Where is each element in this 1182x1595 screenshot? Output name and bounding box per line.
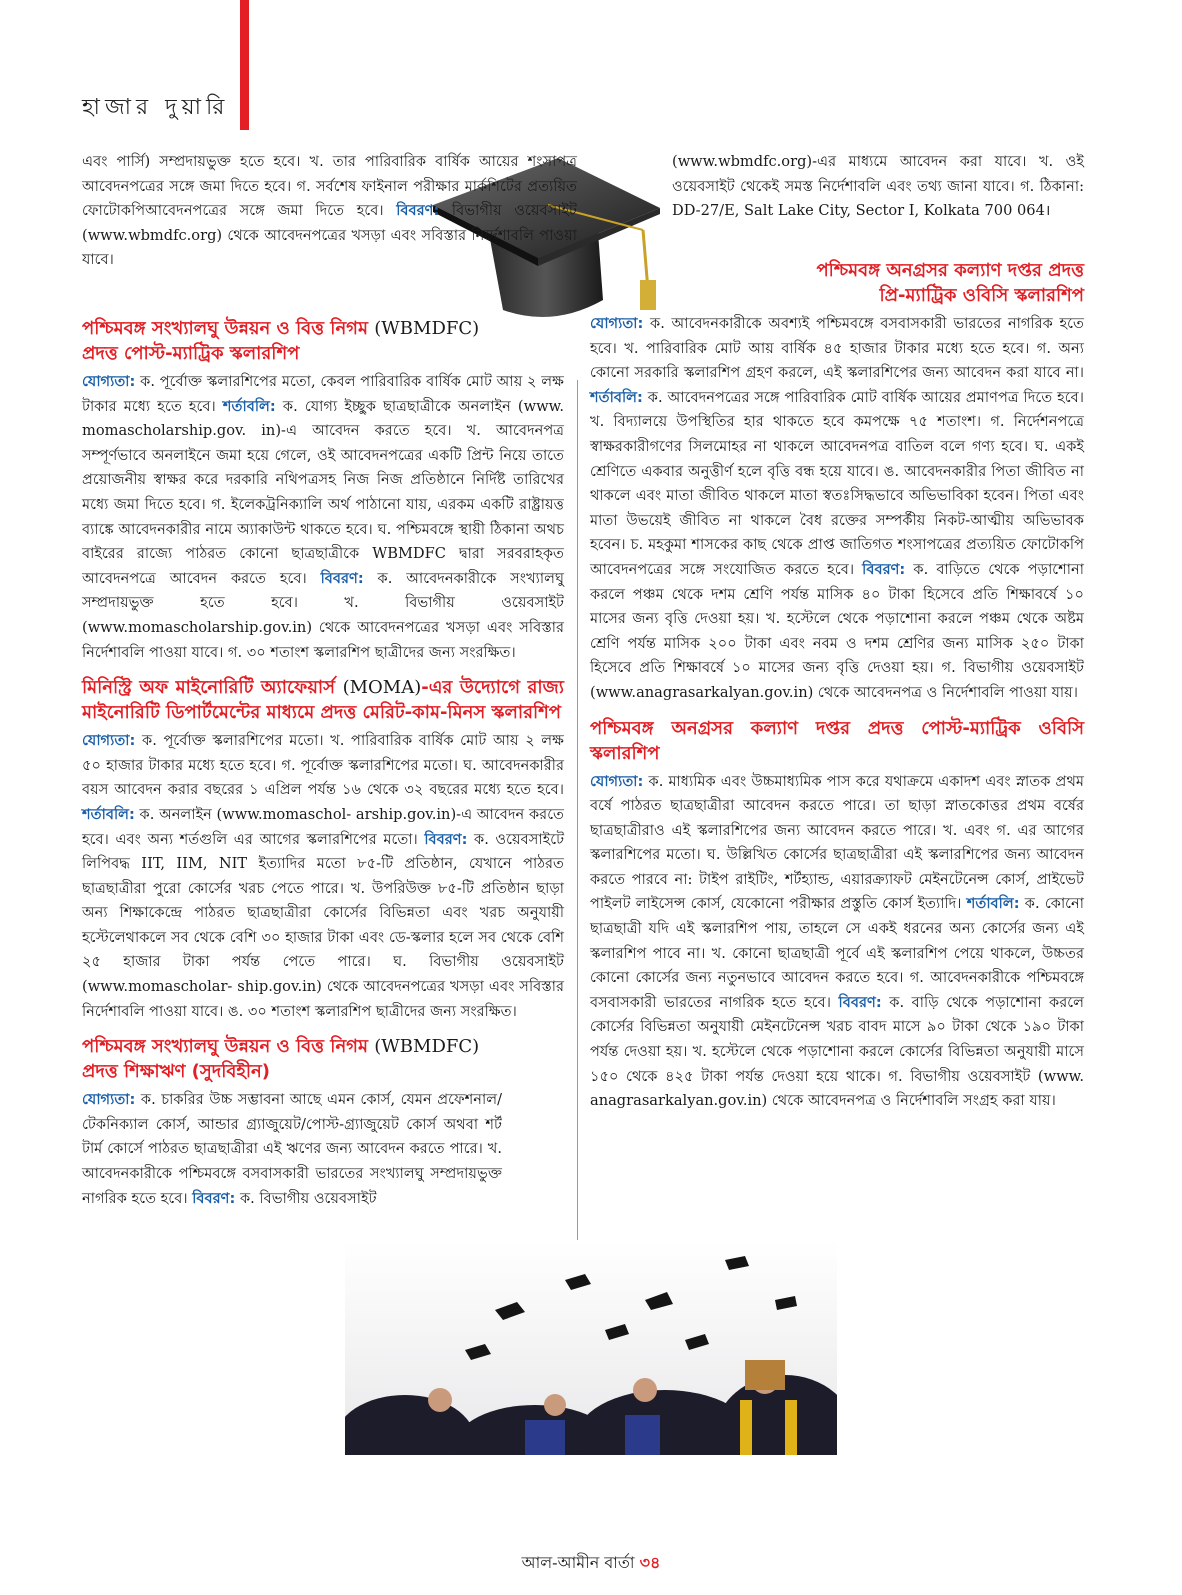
page-footer <box>0 1550 1182 1577</box>
section-heading <box>82 675 564 725</box>
graduates-celebration-photo <box>345 1240 837 1455</box>
section-heading <box>590 716 1084 766</box>
body-text: ক. কোনো ছাত্রছাত্রী যদি এই স্কলারশিপ পায়, তাহলে সে একই ধরনের অন্য কোর্সের জন্য এই স্কলারশিপ পাবে না। খ. কোনো ছাত্রছাত্রী পূর্বে এই স্কলারশিপ পেয়ে থাকলে, উচ্চতর কোনো কোর্সের জন্য নতুনভাবে আবেদন করতে হবে। গ. আবেদনকারীকে পশ্চিমবঙ্গে বসবাসকারী ভারতের নাগরিক হতে হবে। <box>590 895 1084 1011</box>
page-number: ৩৪ <box>639 1553 661 1572</box>
body-text: ক. পূর্বোক্ত স্কলারশিপের মতো। খ. পারিবারিক বার্ষিক মোট আয় ২ লক্ষ ৫০ হাজার টাকার মধ্যে হতে হবে। গ. পূর্বোক্ত স্কলারশিপের মতো। ঘ. আবেদনকারীর বয়স আবেদন করার বছরের ১ এপ্রিল পর্যন্ত ১৬ থেকে ৩২ বছরের মধ্যে হতে হবে। <box>82 732 564 799</box>
heading-text: পশ্চিমবঙ্গ সংখ্যালঘু উন্নয়ন ও বিত্ত নিগম <box>82 318 368 339</box>
body-text: ক. অনলাইন (www.momaschol- arship.gov.in)-এ আবেদন করতে হবে। এবং অন্য শর্তগুলি এর আগের স্কলারশিপের মতো। <box>82 805 565 848</box>
magazine-name: আল-আমীন বার্তা <box>521 1553 635 1572</box>
section-heading <box>590 258 1084 308</box>
left-intro-tail: বিভাগীয় ওয়েবসাইট (www.wbmdfc.org) থেকে আবেদনপত্রের খসড়া এবং সবিস্তার নির্দেশাবলি পাওয়া যাবে। <box>82 202 578 269</box>
label-eligibility: যোগ্যতা: <box>82 373 136 390</box>
column-divider <box>577 380 578 1250</box>
label-conditions: শর্তাবলি: <box>222 397 276 415</box>
body-text: ক. বিভাগীয় ওয়েবসাইট <box>239 1189 377 1207</box>
label-conditions: শর্তাবলি: <box>82 805 135 823</box>
label-eligibility: যোগ্যতা: <box>82 1091 136 1109</box>
heading-subtitle: প্রি-ম্যাট্রিক ওবিসি স্কলারশিপ <box>879 285 1084 306</box>
body-text: ক. আবেদনকারীকে অবশ্যই পশ্চিমবঙ্গে বসবাসকারী ভারতের নাগরিক হতে হবে। খ. পারিবারিক মোট আয় বার্ষিক ৪৫ হাজার টাকার মধ্যে হতে হবে। গ. অন্য কোনো সরকারি স্কলারশিপ গ্রহণ করলে, এই স্কলারশিপের জন্য আবেদন করা যাবে না। <box>590 315 1084 382</box>
right-column <box>590 248 1084 1114</box>
label-details: বিবরণ: <box>862 560 906 578</box>
left-intro <box>82 150 577 273</box>
label-conditions: শর্তাবলি: <box>966 895 1020 913</box>
left-intro-text: এবং পার্সি) সম্প্রদায়ভুক্ত হতে হবে। খ. তার পারিবারিক বার্ষিক আয়ের শংসাপত্র আবেদনপত্রের সঙ্গে জমা দিতে হবে। গ. সর্বশেষ ফাইনাল পরীক্ষার মার্কশিটের প্রত্যয়িত ফোটোকপিআবেদনপত্রের সঙ্গে জমা দিতে হবে। <box>82 153 577 220</box>
header-accent-bar <box>240 0 249 130</box>
body-text: ক. পূর্বোক্ত স্কলারশিপের মতো, কেবল পারিবারিক বার্ষিক মোট আয় ২ লক্ষ টাকার মধ্যে হতে হবে। <box>82 373 564 415</box>
label-details: বিবরণ: <box>320 569 364 587</box>
body-text: ক. আবেদনপত্রের সঙ্গে পারিবারিক মোট বার্ষিক আয়ের প্রমাণপত্র দিতে হবে। খ. বিদ্যালয়ে উপস্থিতির হার থাকতে হবে কমপক্ষে ৭৫ শতাংশ। গ. নির্দেশনপত্রে স্বাক্ষরকারীগণের সিলমোহর না থাকলে আবেদনপত্র বাতিল বলে গণ্য হবে। ঘ. একই শ্রেণিতে একবার অনুত্তীর্ণ হলে বৃত্তি বন্ধ হয়ে যাবে। ঙ. আবেদনকারীর পিতা জীবিত না থাকলে এবং মাতা জীবিত থাকলে মাতা স্বতঃসিদ্ধভাবে অভিভাবিকা হবেন। পিতা এবং মাতা উভয়েই জীবিত না থাকলে বৈধ রক্তের সম্পর্কীয় নিকট-আত্মীয় অভিভাবক হবেন। চ. মহকুমা শাসকের কাছ থেকে প্রাপ্ত জাতিগত শংসাপত্রের প্রত্যয়িত ফোটোকপি আবেদনপত্রের সঙ্গে সংযোজিত করতে হবে। <box>590 388 1085 578</box>
heading-text: পশ্চিমবঙ্গ সংখ্যালঘু উন্নয়ন ও বিত্ত নিগম <box>82 1036 368 1058</box>
label-details: বিবরণ: <box>838 993 882 1011</box>
heading-abbrev: (WBMDFC) <box>374 318 480 339</box>
heading-abbrev: (WBMDFC) <box>374 1036 480 1058</box>
label-details: বিবরণ: <box>396 202 440 220</box>
body-text: ক. বাড়ি থেকে পড়াশোনা করলে কোর্সের বিভিন্নতা অনুযায়ী মেইনটেনেন্স খরচ বাবদ মাসে ৯০ টাকা থেকে ১৯০ টাকা পর্যন্ত দেওয়া হয়। খ. হস্টেলে থেকে পড়াশোনা করলে কোর্সের বিভিন্নতা অনুযায়ী মাসে ১৫০ থেকে ৪২৫ টাকা পর্যন্ত দেওয়া হয়ে থাকে। গ. বিভাগীয় ওয়েবসাইট (www. anagrasarkalyan.gov.in) থেকে আবেদনপত্র ও নির্দেশাবলি সংগ্রহ করা যায়। <box>590 993 1084 1110</box>
label-eligibility: যোগ্যতা: <box>590 315 644 332</box>
heading-text: পশ্চিমবঙ্গ অনগ্রসর কল্যাণ দপ্তর প্রদত্ত <box>816 260 1084 281</box>
body-text: ক. বাড়িতে থেকে পড়াশোনা করলে পঞ্চম থেকে দশম শ্রেণি পর্যন্ত মাসিক ৪০ টাকা হিসেবে প্রতি শিক্ষাবর্ষে ১০ মাসের জন্য বৃত্তি দেওয়া হয়। খ. হস্টেলে থেকে পড়াশোনা করলে পঞ্চম থেকে অষ্টম শ্রেণি পর্যন্ত মাসিক ২০০ টাকা এবং নবম ও দশম শ্রেণির জন্য মাসিক ২৫০ টাকা হিসেবে প্রতি শিক্ষাবর্ষে ১০ মাসের জন্য বৃত্তি দেওয়া হয়। গ. বিভাগীয় ওয়েবসাইট (www.anagrasarkalyan.gov.in) থেকে আবেদনপত্র ও নির্দেশাবলি পাওয়া যায়। <box>590 560 1084 701</box>
label-eligibility: যোগ্যতা: <box>82 732 136 750</box>
body-text: ক. চাকরির উচ্চ সম্ভাবনা আছে এমন কোর্স, যেমন প্রফেশনাল/টেকনিক্যাল কোর্স, আন্ডার গ্র্যাজুয়েট/পোস্ট-গ্র্যাজুয়েট কোর্স অথবা শর্ট টার্ম কোর্সে পাঠরত ছাত্রছাত্রীরা এই ঋণের জন্য আবেদন করতে পারে। খ. আবেদনকারীকে পশ্চিমবঙ্গে বসবাসকারী ভারতের সংখ্যালঘু সম্প্রদায়ভুক্ত নাগরিক হতে হবে। <box>82 1091 502 1207</box>
heading-text: মিনিস্ট্রি অফ মাইনোরিটি অ্যাফেয়ার্স <box>82 677 336 699</box>
right-intro-text: (www.wbmdfc.org)-এর মাধ্যমে আবেদন করা যাবে। খ. ওই ওয়েবসাইট থেকেই সমস্ত নির্দেশাবলি এবং তথ্য জানা যাবে। গ. ঠিকানা: DD-27/E, Salt Lake City, Sector I, Kolkata 700 064। <box>672 153 1084 220</box>
body-text: ক. যোগ্য ইচ্ছুক ছাত্রছাত্রীকে অনলাইন (www. momascholarship.gov. in)-এ আবেদন করতে হবে। খ. আবেদনপত্র সম্পূর্ণভাবে অনলাইনে জমা হয়ে গেলে, ওই আবেদনপত্রের একটি প্রিন্ট নিয়ে তাতে প্রয়োজনীয় স্বাক্ষর করে দরকারি নথিপত্রসহ নিজ নিজ প্রতিষ্ঠানে নির্দিষ্ট তারিখের মধ্যে জমা দিতে হবে। গ. ইলেকট্রনিক্যালি অর্থ পাঠানো যায়, এরকম একটি রাষ্ট্রায়ত্ত ব্যাঙ্কে আবেদনকারীর নামে অ্যাকাউন্ট থাকতে হবে। ঘ. পশ্চিমবঙ্গে স্থায়ী ঠিকানা অথচ বাইরের রাজ্যে পাঠরত কোনো ছাত্রছাত্রীকে WBMDFC দ্বারা সরবরাহকৃত আবেদনপত্রে আবেদন করতে হবে। <box>82 397 565 587</box>
body-text: ক. ওয়েবসাইটে লিপিবদ্ধ IIT, IIM, NIT ইত্যাদির মতো ৮৫-টি প্রতিষ্ঠান, যেখানে পাঠরত ছাত্রছাত্রীরা পুরো কোর্সের খরচ পেতে পারে। খ. উপরিউক্ত ৮৫-টি প্রতিষ্ঠান ছাড়া অন্য শিক্ষাকেন্দ্রে পাঠরত ছাত্রছাত্রীরা কোর্সের বিভিন্নতা এবং খরচ অনুযায়ী হস্টেলেথাকলে সব থেকে বেশি ৩০ হাজার টাকা এবং ডে-স্কলার হলে সব থেকে বেশি ২৫ হাজার টাকা পর্যন্ত পেতে পারে। ঘ. বিভাগীয় ওয়েবসাইট (www.momascholar- ship.gov.in) থেকে আবেদনপত্রের খসড়া এবং সবিস্তার নির্দেশাবলি পাওয়া যাবে। ঙ. ৩০ শতাংশ স্কলারশিপ ছাত্রীদের জন্য সংরক্ষিত। <box>82 830 565 1020</box>
section-heading <box>82 316 564 366</box>
body-text: ক. মাধ্যমিক এবং উচ্চমাধ্যমিক পাস করে যথাক্রমে একাদশ এবং স্নাতক প্রথম বর্ষে পাঠরত ছাত্রছাত্রীরা আবেদন করতে পারে। তা ছাড়া স্নাতকোত্তর প্রথম বর্ষের ছাত্রছাত্রীরাও এই স্কলারশিপের জন্য আবেদন করতে পারে। খ. এবং গ. এর আগের স্কলারশিপের মতো। ঘ. উল্লিখিত কোর্সের ছাত্রছাত্রীরা এই স্কলারশিপের জন্য আবেদন করতে পারবে না: টাইপ রাইটিং, শর্টহ্যান্ড, এয়ারক্র্যাফট মেইনটেনেন্স কোর্স, প্রাইভেট পাইলট লাইসেন্স কোর্স, যেকোনো পরীক্ষার প্রস্তুতি কোর্স ইত্যাদি। <box>590 772 1084 913</box>
section-heading <box>82 1034 564 1084</box>
heading-subtitle: প্রদত্ত পোস্ট-ম্যাট্রিক স্কলারশিপ <box>82 343 300 364</box>
label-details: বিবরণ: <box>192 1189 236 1207</box>
masthead-title: হাজার দুয়ারি <box>82 95 230 120</box>
heading-subtitle: প্রদত্ত শিক্ষাঋণ (সুদবিহীন) <box>82 1061 270 1083</box>
right-intro <box>672 150 1084 224</box>
heading-subtitle: -এর উদ্যোগে রাজ্য মাইনোরিটি ডিপার্টমেন্টের মাধ্যমে প্রদত্ত মেরিট-কাম-মিনস স্কলারশিপ <box>82 677 564 724</box>
label-eligibility: যোগ্যতা: <box>590 772 644 790</box>
left-column <box>82 306 564 1211</box>
heading-text: পশ্চিমবঙ্গ অনগ্রসর কল্যাণ দপ্তর প্রদত্ত পোস্ট-ম্যাট্রিক ওবিসি স্কলারশিপ <box>590 717 1084 764</box>
body-text: ক. আবেদনকারীকে সংখ্যালঘু সম্প্রদায়ভুক্ত হতে হবে। খ. বিভাগীয় ওয়েবসাইট (www.momascholarship.gov.in) থেকে আবেদনপত্রের খসড়া এবং সবিস্তার নির্দেশাবলি পাওয়া যাবে। গ. ৩০ শতাংশ স্কলারশিপ ছাত্রীদের জন্য সংরক্ষিত। <box>82 569 565 661</box>
heading-abbrev: (MOMA) <box>342 677 422 699</box>
label-details: বিবরণ: <box>424 830 468 848</box>
label-conditions: শর্তাবলি: <box>590 388 643 406</box>
